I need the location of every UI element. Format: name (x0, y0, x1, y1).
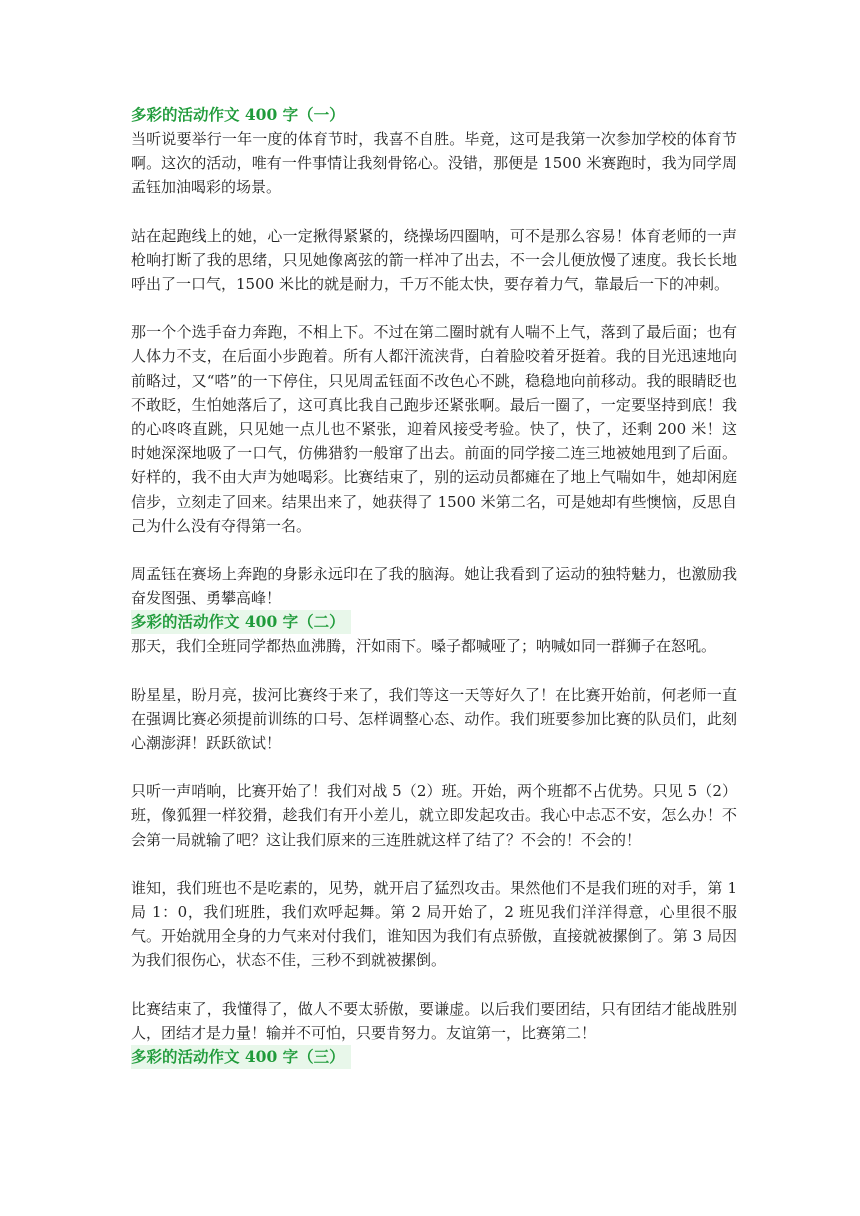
section-1-paragraph-4: 周孟钰在赛场上奔跑的身影永远印在了我的脑海。她让我看到了运动的独特魅力，也激励我奋发图强、勇攀高峰！ (131, 565, 737, 608)
section-1-heading: 多彩的活动作文 400 字（一） (131, 105, 345, 124)
section-1-paragraph-2: 站在起跑线上的她，心一定揪得紧紧的，绕操场四圈呐，可不是那么容易！体育老师的一声枪响打断了我的思绪，只见她像离弦的箭一样冲了出去，不一会儿便放慢了速度。我长长地呼出了一口气，1500 米比的就是耐力，千万不能太快，要存着力气，靠最后一下的冲刺。 (131, 226, 737, 294)
document-page (131, 103, 737, 1069)
section-3-heading: 多彩的活动作文 400 字（三） (131, 1045, 351, 1069)
section-2-paragraph-4: 谁知，我们班也不是吃素的，见势，就开启了猛烈攻击。果然他们不是我们班的对手，第 1 局 1：0，我们班胜，我们欢呼起舞。第 2 局开始了，2 班见我们洋洋得意，心里很不服气。开始就用全身的力气来对付我们，谁知因为我们有点骄傲，直接就被摞倒了。第 3 局因为我们很伤心，状态不佳，三秒不到就被摞倒。 (131, 878, 737, 970)
section-1-paragraph-3: 那一个个选手奋力奔跑，不相上下。不过在第二圈时就有人喘不上气，落到了最后面；也有人体力不支，在后面小步跑着。所有人都汗流浃背，白着脸咬着牙挺着。我的目光迅速地向前略过，又“嗒”的一下停住，只见周孟钰面不改色心不跳，稳稳地向前移动。我的眼睛眨也不敢眨，生怕她落后了，这可真比我自己跑步还紧张啊。最后一圈了，一定要坚持到底！我的心咚咚直跳，只见她一点儿也不紧张，迎着风接受考验。快了，快了，还剩 200 米！这时她深深地吸了一口气，仿佛猎豹一般窜了出去。前面的同学接二连三地被她甩到了后面。好样的，我不由大声为她喝彩。比赛结束了，别的运动员都瘫在了地上气喘如牛，她却闲庭信步，立刻走了回来。结果出来了，她获得了 1500 米第二名，可是她却有些懊恼，反思自己为什么没有夺得第一名。 (131, 323, 737, 535)
section-2-paragraph-5: 比赛结束了，我懂得了，做人不要太骄傲，要谦虚。以后我们要团结，只有团结才能战胜别人，团结才是力量！输并不可怕，只要肯努力。友谊第一，比赛第二！ (131, 999, 737, 1042)
section-2-paragraph-3: 只听一声哨响，比赛开始了！我们对战 5（2）班。开始，两个班都不占优势。只见 5（2）班，像狐狸一样狡猾，趁我们有开小差儿，就立即发起攻击。我心中忐忑不安，怎么办！不会第一局就输了吧？这让我们原来的三连胜就这样了结了？不会的！不会的！ (131, 782, 737, 849)
section-1-paragraph-1: 当听说要举行一年一度的体育节时，我喜不自胜。毕竟，这可是我第一次参加学校的体育节啊。这次的活动，唯有一件事情让我刻骨铭心。没错，那便是 1500 米赛跑时，我为同学周孟钰加油喝彩的场景。 (131, 130, 737, 197)
section-2-paragraph-2: 盼星星，盼月亮，拔河比赛终于来了，我们等这一天等好久了！在比赛开始前，何老师一直在强调比赛必须提前训练的口号、怎样调整心态、动作。我们班要参加比赛的队员们，此刻心潮澎湃！跃跃欲试！ (131, 685, 737, 753)
section-2-heading: 多彩的活动作文 400 字（二） (131, 610, 351, 634)
section-2-paragraph-1: 那天，我们全班同学都热血沸腾，汗如雨下。嗓子都喊哑了；呐喊如同一群狮子在怒吼。 (131, 637, 717, 656)
